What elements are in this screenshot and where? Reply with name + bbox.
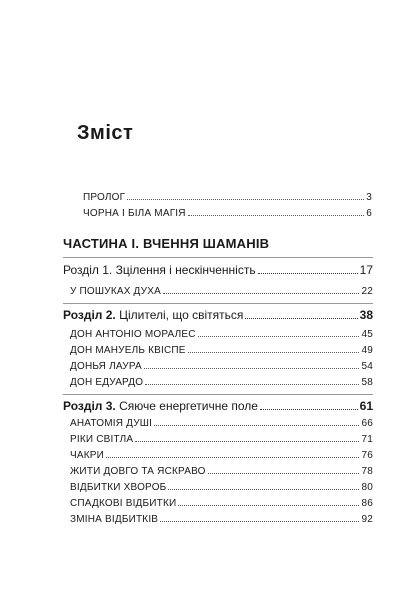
part-heading: ЧАСТИНА I. ВЧЕННЯ ШАМАНІВ	[63, 236, 270, 251]
chapter-page: 61	[359, 399, 373, 413]
entry-page: 3	[366, 192, 372, 203]
dot-leader	[258, 273, 358, 274]
entry-page: 80	[361, 482, 373, 493]
entry-label: ДОН МАНУЕЛЬ КВІСПЕ	[70, 345, 186, 356]
entry-label: У ПОШУКАХ ДУХА	[70, 286, 161, 297]
chapter-page: 38	[359, 308, 373, 322]
toc-chapter-1[interactable]	[63, 263, 373, 277]
entry-page: 54	[361, 361, 373, 372]
entry-page: 66	[361, 418, 373, 429]
entry-page: 45	[361, 329, 373, 340]
chapter-page: 17	[359, 263, 373, 277]
dot-leader	[260, 409, 358, 410]
chapter-label: Розділ 1. Зцілення і нескінченність	[63, 263, 256, 277]
chapter-label: Розділ 2. Цілителі, що світяться	[63, 308, 244, 322]
entry-page: 86	[361, 498, 373, 509]
entry-label: ЧОРНА І БІЛА МАГІЯ	[83, 208, 186, 219]
toc-entry[interactable]	[70, 377, 373, 388]
chapter-label: Розділ 3. Сяюче енергетичне поле	[63, 399, 258, 413]
dot-leader	[145, 384, 359, 385]
toc-entry[interactable]	[70, 498, 373, 509]
dot-leader	[188, 352, 360, 353]
toc-entry[interactable]	[70, 418, 373, 429]
toc-entry[interactable]	[70, 434, 373, 445]
entry-page: 6	[366, 208, 372, 219]
entry-page: 22	[361, 286, 373, 297]
toc-entry[interactable]	[70, 514, 373, 525]
dot-leader	[178, 505, 359, 506]
toc-entry-black-white-magic[interactable]	[83, 208, 372, 219]
toc-entry-prologue[interactable]	[83, 192, 372, 203]
entry-label: ЖИТИ ДОВГО ТА ЯСКРАВО	[70, 466, 206, 477]
entry-page: 49	[361, 345, 373, 356]
dot-leader	[106, 457, 359, 458]
entry-label: ПРОЛОГ	[83, 192, 126, 203]
toc-entry[interactable]	[70, 329, 373, 340]
toc-entry[interactable]	[70, 286, 373, 297]
toc-entry[interactable]	[70, 450, 373, 461]
dot-leader	[198, 336, 360, 337]
dot-leader	[144, 368, 360, 369]
entry-label: ДОН АНТОНІО МОРАЛЕС	[70, 329, 196, 340]
dot-leader	[163, 293, 360, 294]
entry-label: ДОНЬЯ ЛАУРА	[70, 361, 142, 372]
toc-title: Зміст	[77, 122, 134, 144]
dot-leader	[127, 199, 364, 200]
toc-entry[interactable]	[70, 361, 373, 372]
entry-page: 58	[361, 377, 373, 388]
chapter-divider	[63, 257, 373, 258]
toc-chapter-3[interactable]	[63, 399, 373, 413]
dot-leader	[168, 489, 359, 490]
entry-page: 78	[361, 466, 373, 477]
toc-entry[interactable]	[70, 482, 373, 493]
chapter-divider	[63, 303, 373, 304]
entry-label: СПАДКОВІ ВІДБИТКИ	[70, 498, 177, 509]
dot-leader	[188, 215, 365, 216]
dot-leader	[154, 425, 359, 426]
dot-leader	[160, 521, 359, 522]
entry-page: 92	[361, 514, 373, 525]
entry-label: ВІДБИТКИ ХВОРОБ	[70, 482, 167, 493]
toc-chapter-2[interactable]	[63, 308, 373, 322]
entry-label: ДОН ЕДУАРДО	[70, 377, 144, 388]
entry-page: 76	[361, 450, 373, 461]
toc-entry[interactable]	[70, 345, 373, 356]
entry-label: АНАТОМІЯ ДУШІ	[70, 418, 153, 429]
entry-label: РІКИ СВІТЛА	[70, 434, 134, 445]
entry-label: ЧАКРИ	[70, 450, 105, 461]
chapter-divider	[63, 394, 373, 395]
entry-page: 71	[361, 434, 373, 445]
dot-leader	[135, 441, 359, 442]
dot-leader	[208, 473, 360, 474]
dot-leader	[245, 318, 357, 319]
toc-entry[interactable]	[70, 466, 373, 477]
entry-label: ЗМІНА ВІДБИТКІВ	[70, 514, 159, 525]
